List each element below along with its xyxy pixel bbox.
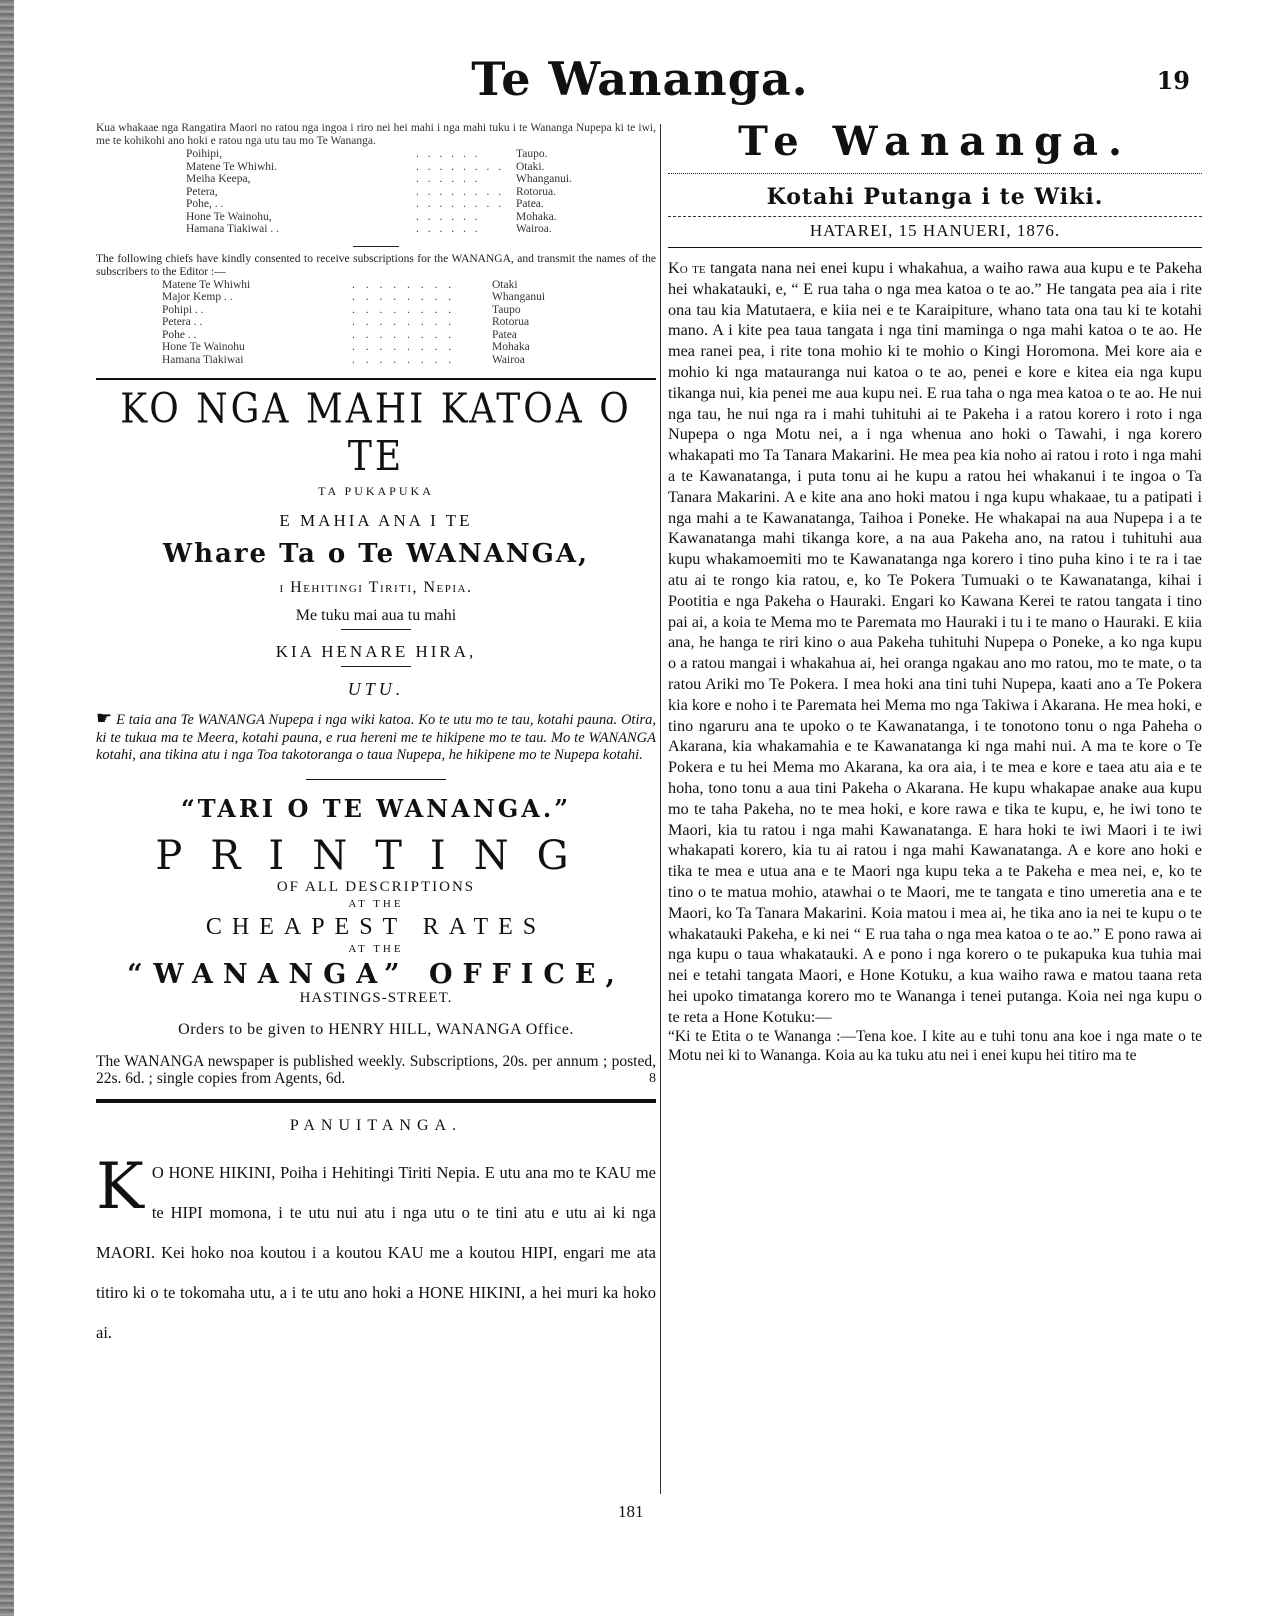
office-title: “TARI O TE WANANGA.” xyxy=(180,793,572,823)
subscription-terms-maori xyxy=(96,710,656,765)
section-divider xyxy=(306,779,446,780)
agent-place: Rotorua. xyxy=(516,185,556,198)
agent-place: Mohaka xyxy=(492,341,530,353)
agent-dots: . . . . . . xyxy=(416,148,481,160)
agent-place: Wairoa xyxy=(492,353,525,366)
agent-place: Otaki. xyxy=(516,160,545,173)
hone-hikini-advertisement xyxy=(96,1149,656,1353)
agent-row xyxy=(96,173,656,186)
column-divider xyxy=(660,124,661,1494)
at-the-line: AT THE xyxy=(348,897,404,910)
printing-ad-contact: KIA HENARE HIRA, xyxy=(275,642,477,661)
publication-info-text: The WANANGA newspaper is published weekly. Subscriptions, 20s. per annum ; posted, 22s. 6d. ; single copies from Agents, 6d. xyxy=(96,1052,656,1087)
section-divider xyxy=(96,378,656,380)
issue-page-number: 181 xyxy=(618,1502,644,1521)
agent-dots: . . . . . . . . xyxy=(352,353,456,366)
editorial-text: tangata nana nei enei kupu i whakahua, a waiho rawa aua kupu e te Pakeha hei whakatauki, e, “ E rua taha o nga mea katoa o te ao.” He tangata pea aia i rite ona tau kia Matutaera, e kiia nei e te Karaipiture, whano tata ona tau ki te kotahi mano. A i kite pea taua tangata i nga tini maminga o nga mahi katoa o te ao. He mea ranei pea, i rite tona mohio ki te mohio o Kingi Horomona. Mei kore aia e mohio ki nga matauranga nui katoa o te ao, penei e kore e kitea eia nga kupu tikanga nui, kia penei me aua kupu nei. E rua taha o nga mea katoa o te ao. He nui nga tau, he nui nga ra i mahi tuhituhi ai te Pakeha i a ratou korero i roto i nga Nupepa o nga Motu nei, a i nga whenua ano hoki o Tawahi, i nga korero whakapati mo Ta Tanara Makarini. He mea pea kia noho ai ratou i roto i nga mahi a te Kawanatanga, i puta tonu ai he kupu a ratou hei whakanui i te ingoa o Ta Tanara Makarini. A e kite ana ano hoki matou i nga kupu whakaae, tu a patipati i nga mahi a te Kawanatanga, Taihoa i Poneke. He whakapai na aua Nupepa i a te Kawanatanga mahi tikanga kore, a na aua Pakeha ano, na ratou i tuhituhi aua kupu whakamoemiti mo te Kawanatanga nga korero i tino puha kino i te ra i tae atu ai te rongo kia ratou, e, ko Te Pokera Tumuaki o te Kawanatanga, kihai i Pootitia e nga Pakeha o Hauraki. Engari ko Kawana Kerei te ratou tangata i tino pai ai, a koia te Mema mo te Paremata mo Hauraki i tu i te mano o Hauraki. E kiia ana, he hanga te riri kino o aua Pakeha tuhituhi Nupepa o Poneke, a ko nga kupu o a ratou mangai i whakahua ai, hei oranga ngakau ano mo ratou, mo te mate, o ta ratou Ariki mo Te Pokera. I mea hoki ana tini tuhi Nupepa, kaati ano a Te Pokera kia kore e noho i te Paremata hei Mema mo nga Takiwa i Akarana. He mea hoki, e tino ngaruru ana te upoko o te Kawanatanga, i te tonotono tonu o nga Paheha o Akarana, kia whakamahia e te Kawanatanga ki nga mahi nui. A ma te kore o Te Pokera e tu hei Mema mo Akarana, ka ora aia, i te mea e kore e taea atu aia e te hoha, tono tonu a aua tini Pakeha o Akarana. He kupu whakapae anake aua kupu mo te taha Pakeha, no te mea hoki, e kore rawa e tika te kupu, e, he iwi tono te Maori, kia tu ratou i nga mahi Kawanatanga. E hara hoki te iwi Maori i te iwi whakapati korero, kia tu ai ratou i nga mahi Kawanatanga. A e kore ano hoki e tika te mea e utua ana e te Maori nga kupu teka a te Pakeha e mea nei, e, ko te tino o te matua mohio, atawhai o te Maori, me te tangata e tino umeretia ana e te Maori, ko Ta Tanara Makarini. Koia matou i mea ai, he tika ano ia nei te kupu o te whakatauki Pakeha, e ki nei “ E rua taha o nga mea katoa o te ao.” E pono rawa ai nga kupu o taua whakatauki. A e pono i nga korero o te pukapuka kua tuhia mai nei e tetahi tangata Maori, e Hone Kotuku, a kua waiho rawa e matou taana reta hei upoko timatanga korero mo te Wananga i tenei putanga. Koia nei nga kupu o te reta a Hone Kotuku:— xyxy=(668,259,1203,1026)
page-number: 19 xyxy=(1156,66,1190,95)
agent-row xyxy=(96,291,656,304)
agents-table-english xyxy=(96,279,656,367)
printing-ad-line: Me tuku mai aua tu mahi xyxy=(295,607,457,624)
printing-ad-address: i Hehitingi Tiriti, Nepia. xyxy=(279,579,473,596)
section-divider xyxy=(668,173,1202,174)
agent-row xyxy=(96,316,656,329)
agent-place: Taupo. xyxy=(516,148,548,160)
editorial-title: Te Wananga. xyxy=(738,118,1132,165)
agent-dots: . . . . . . . . xyxy=(352,341,456,353)
section-divider xyxy=(341,629,411,630)
agent-place: Patea. xyxy=(516,198,544,210)
office-street: HASTINGS-STREET. xyxy=(299,989,453,1006)
agent-row xyxy=(96,354,656,367)
scan-edge xyxy=(0,0,14,1616)
issue-frequency: Kotahi Putanga i te Wiki. xyxy=(766,184,1104,210)
printing-descriptions: OF ALL DESCRIPTIONS xyxy=(276,878,476,895)
letter-opening: “Ki te Etita o te Wananga :—Tena koe. I kite au e tuhi tonu ana koe i nga mate o te Motu nei ki to Wananga. Koia au ka tuku atu nei i enei kupu hei titiro ma te xyxy=(668,1028,1202,1065)
publication-info xyxy=(96,1053,656,1087)
agent-row xyxy=(96,279,656,292)
agent-name: Pohe, . . xyxy=(186,198,224,210)
agent-name: Hone Te Wainohu, xyxy=(186,210,272,223)
agent-name: Hamana Tiakiwai xyxy=(162,353,244,366)
agent-place: Whanganui. xyxy=(516,173,572,185)
agent-row xyxy=(96,211,656,224)
agent-dots: . . . . . . xyxy=(416,173,481,185)
section-divider xyxy=(96,1099,656,1103)
wananga-office: “WANANGA” OFFICE, xyxy=(127,958,625,990)
editorial-lead: Ko te xyxy=(668,259,706,277)
agent-row xyxy=(96,148,656,161)
agent-dots: . . . . . . . . xyxy=(352,328,456,341)
section-divider xyxy=(668,247,1202,248)
at-the-line: AT THE xyxy=(348,942,404,955)
agent-name: Matene Te Whiwhi xyxy=(162,278,251,291)
agent-name: Pohipi . . xyxy=(162,303,204,316)
agent-name: Petera . . xyxy=(162,316,203,328)
section-divider xyxy=(341,666,411,667)
agent-place: Mohaka. xyxy=(516,210,557,223)
agent-dots: . . . . . . . . xyxy=(352,291,456,303)
orders-line: Orders to be given to HENRY HILL, WANANGA Office. xyxy=(178,1020,574,1038)
agent-place: Patea xyxy=(492,328,517,341)
utu-heading: UTU. xyxy=(347,679,405,699)
agent-place: Taupo xyxy=(492,303,521,316)
panuitanga-heading: PANUITANGA. xyxy=(289,1116,463,1134)
printing-ad-whare: Whare Ta o Te WANANGA, xyxy=(162,539,590,569)
agent-place: Wairoa. xyxy=(516,223,552,235)
agent-row xyxy=(96,198,656,211)
subscription-terms-text: E taia ana Te WANANGA Nupepa i nga wiki katoa. Ko te utu mo te tau, kotahi pauna. Otira, ki te tukua ma te Meera, kotahi pauna, e rua hereni me te hikipene mo te tau. Mo te WANANGA kotahi, ana tikina atu i nga Toa takotoranga o taua Nupepa, he hikipene mo te Nupepa kotahi. xyxy=(96,712,656,763)
printing-headline: PRINTING xyxy=(155,832,597,879)
agent-row xyxy=(96,186,656,199)
agent-name: Hamana Tiakiwai . . xyxy=(186,223,279,235)
section-divider xyxy=(353,246,399,247)
advertisement-text: O HONE HIKINI, Poiha i Hehitingi Tiriti Nepia. E utu ana mo te KAU me te HIPI momona, i te utu nui atu i nga utu o te tini atu e utu ai ki nga MAORI. Kei hoko noa koutou i a koutou KAU me a koutou HIPI, engari me ata titiro ki o te tokomaha utu, a i te utu ano hoki a HONE HIKINI, a hei muri ka hoko ai. xyxy=(96,1162,656,1342)
agent-name: Petera, xyxy=(186,185,218,198)
agents-notice-maori: Kua whakaae nga Rangatira Maori no ratou nga ingoa i riro nei hei mahi i nga mahi tuku i te Wananga Nupepa ki te iwi, me te kohikohi ano hoki e ratou nga utu tau mo Te Wananga. xyxy=(96,122,656,147)
printing-ad-line: E MAHIA ANA I TE xyxy=(279,511,473,530)
agent-place: Otaki xyxy=(492,278,518,291)
agent-place: Whanganui xyxy=(492,291,546,303)
masthead: Te Wananga. xyxy=(471,52,809,106)
agent-dots: . . . . . . . . xyxy=(352,278,456,291)
agent-dots: . . . . . . xyxy=(416,210,481,223)
agent-dots: . . . . . . . . xyxy=(352,316,456,328)
agent-name: Major Kemp . . xyxy=(162,291,233,303)
agent-row xyxy=(96,304,656,317)
agent-place: Rotorua xyxy=(492,316,530,328)
drop-cap: K xyxy=(96,1149,144,1224)
agent-dots: . . . . . . . . xyxy=(416,198,505,210)
agents-notice-english: The following chiefs have kindly consented to receive subscriptions for the WANANGA, and transmit the names of the subscribers to the Editor :— xyxy=(96,252,656,278)
pointing-hand-icon: ☛ xyxy=(96,708,113,728)
printing-ad-subtitle: TA PUKAPUKA xyxy=(318,484,434,498)
agent-dots: . . . . . . . . xyxy=(416,160,505,173)
agent-row xyxy=(96,161,656,174)
agent-name: Poihipi, xyxy=(186,148,223,160)
section-divider xyxy=(668,216,1202,217)
agent-row xyxy=(96,329,656,342)
printing-ad-title: KO NGA MAHI KATOA O TE xyxy=(120,385,632,481)
left-column xyxy=(96,122,656,1353)
agent-name: Hone Te Wainohu xyxy=(162,341,245,353)
cheapest-rates: CHEAPEST RATES xyxy=(205,913,547,940)
agent-name: Meiha Keepa, xyxy=(186,173,251,185)
agent-dots: . . . . . . xyxy=(416,223,481,235)
issue-date: HATAREI, 15 HANUERI, 1876. xyxy=(809,221,1061,240)
agent-name: Matene Te Whiwhi. xyxy=(186,160,278,173)
agent-row xyxy=(96,341,656,354)
agent-name: Pohe . . xyxy=(162,328,197,341)
right-column xyxy=(668,118,1202,1065)
agent-dots: . . . . . . . . xyxy=(416,185,505,198)
agents-table-maori xyxy=(96,148,656,236)
agent-dots: . . . . . . . . xyxy=(352,303,456,316)
publication-info-number: 8 xyxy=(649,1070,656,1086)
agent-row xyxy=(96,223,656,236)
editorial-body xyxy=(668,258,1202,1027)
